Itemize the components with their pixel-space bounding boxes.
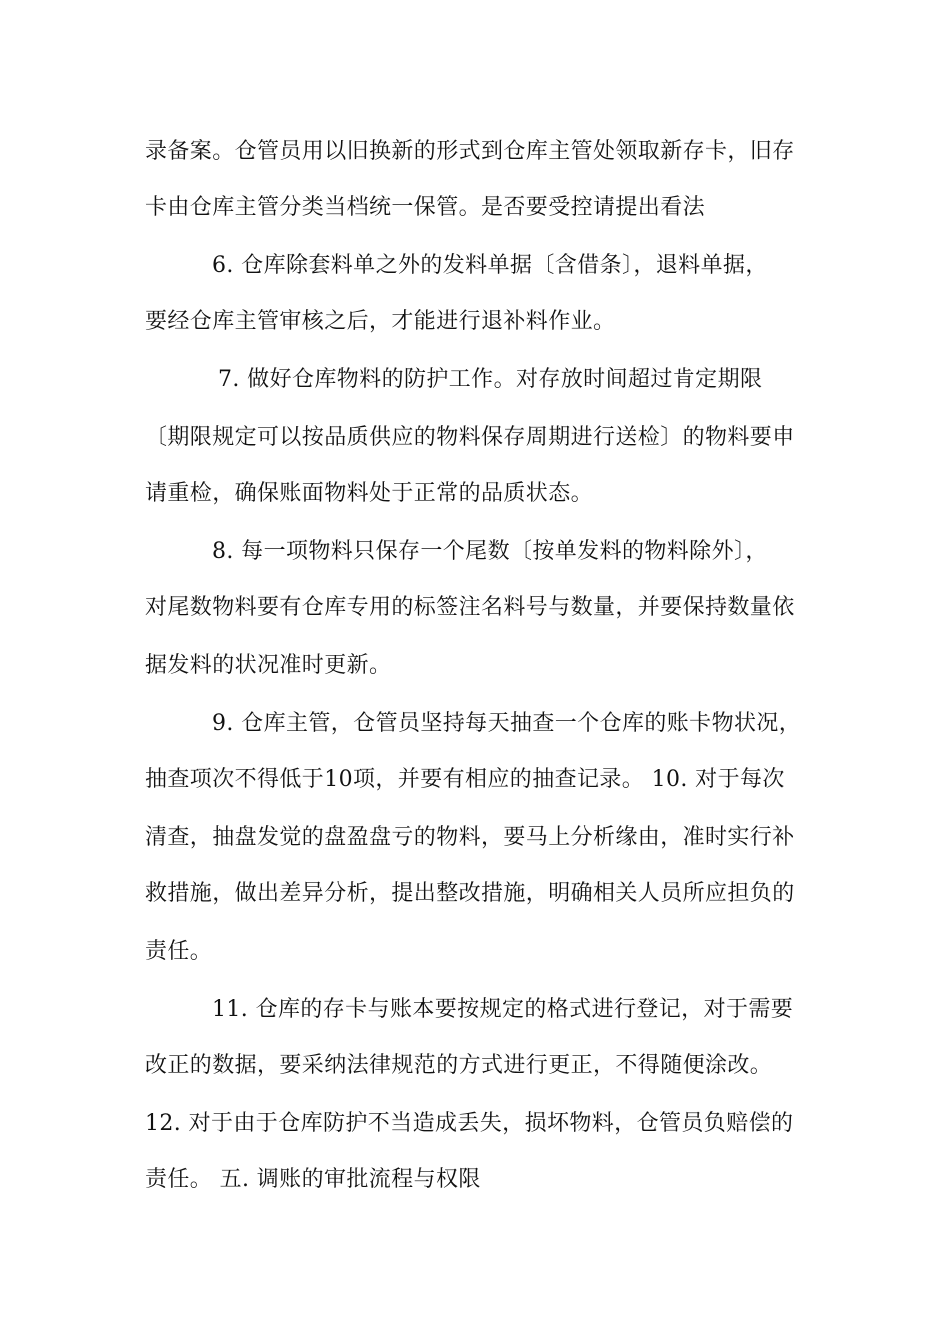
text-line-16: 11. 仓库的存卡与账本要按规定的格式进行登记，对于需要 (212, 997, 794, 1022)
text-line-3: 6. 仓库除套料单之外的发料单据〔含借条〕，退料单据， (212, 253, 768, 278)
text-line-6: 〔期限规定可以按品质供应的物料保存周期进行送检〕的物料要申 (145, 425, 795, 450)
text-line-11: 9. 仓库主管，仓管员坚持每天抽查一个仓库的账卡物状况， (212, 711, 802, 736)
text-line-1: 录备案。仓管员用以旧换新的形式到仓库主管处领取新存卡，旧存 (145, 139, 795, 164)
text-line-19: 责任。 五. 调账的审批流程与权限 (145, 1167, 481, 1192)
text-line-14: 救措施，做出差异分析，提出整改措施，明确相关人员所应担负的 (145, 881, 795, 906)
text-line-12: 抽查项次不得低于10项，并要有相应的抽查记录。 10. 对于每次 (145, 767, 785, 792)
text-line-7: 请重检，确保账面物料处于正常的品质状态。 (145, 481, 594, 506)
text-line-17: 改正的数据，要采纳法律规范的方式进行更正，不得随便涂改。 (145, 1053, 773, 1078)
text-line-15: 责任。 (145, 939, 213, 964)
text-line-18: 12. 对于由于仓库防护不当造成丢失，损坏物料，仓管员负赔偿的 (145, 1111, 794, 1136)
text-line-13: 清查，抽盘发觉的盘盈盘亏的物料，要马上分析缘由，准时实行补 (145, 825, 795, 850)
text-line-4: 要经仓库主管审核之后，才能进行退补料作业。 (145, 309, 616, 334)
text-line-10: 据发料的状况准时更新。 (145, 653, 392, 678)
text-line-9: 对尾数物料要有仓库专用的标签注名料号与数量，并要保持数量依 (145, 595, 795, 620)
text-line-8: 8. 每一项物料只保存一个尾数〔按单发料的物料除外〕， (212, 539, 768, 564)
text-line-5: 7. 做好仓库物料的防护工作。对存放时间超过肯定期限 (218, 367, 763, 392)
text-line-2: 卡由仓库主管分类当档统一保管。是否要受控请提出看法 (145, 195, 706, 220)
